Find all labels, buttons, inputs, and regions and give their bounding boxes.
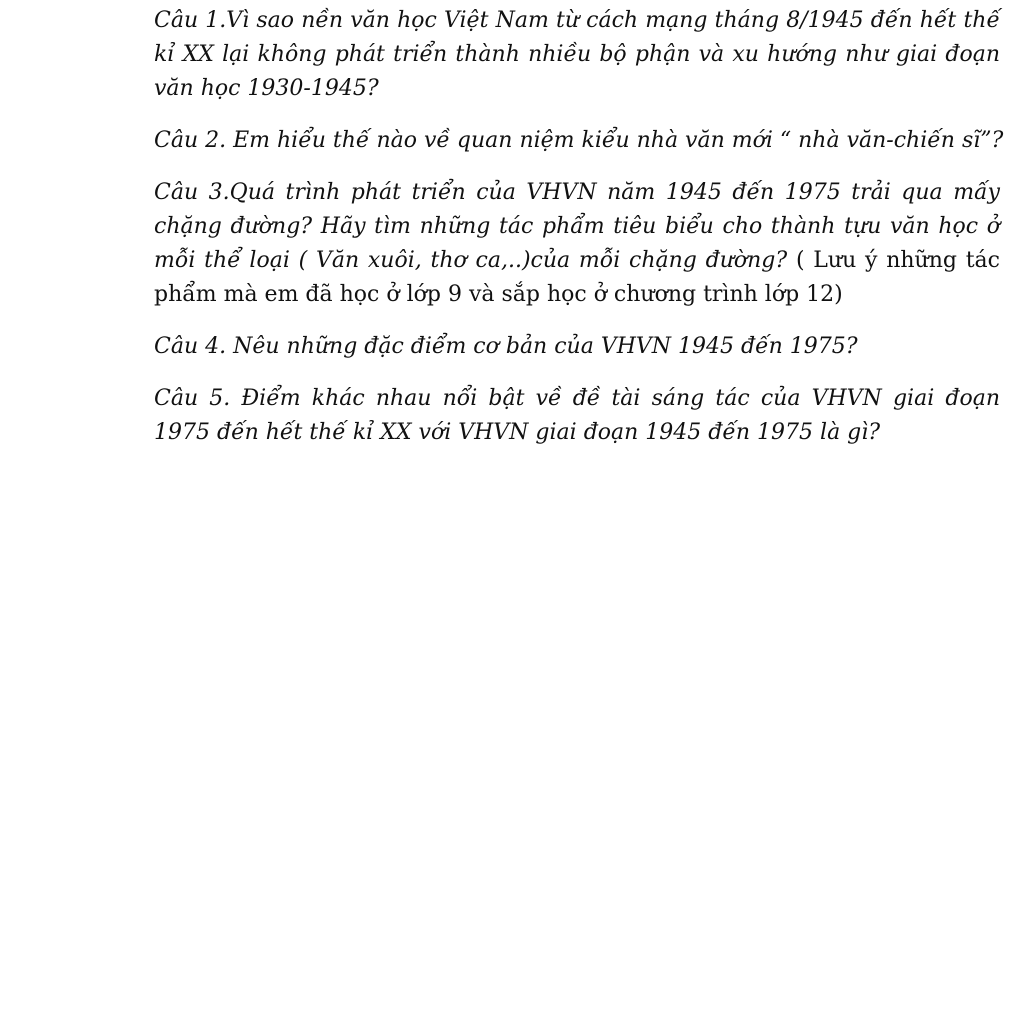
question-4-text: Câu 4. Nêu những đặc điểm cơ bản của VHVN 1945 đến 1975? xyxy=(154,334,858,359)
question-3-note: ( Lưu ý những tác phẩm mà em đã học ở lớp 9 và sắp học ở chương trình lớp 12) xyxy=(154,248,1000,307)
question-3-text: Câu 3.Quá trình phát triển của VHVN năm 1945 đến 1975 trải qua mấy chặng đường? Hãy tìm những tác phẩm tiêu biểu cho thành tựu văn học ở mỗi thể loại ( Văn xuôi, thơ ca,..)của mỗi chặng đường? xyxy=(154,180,1000,273)
question-5-text: Câu 5. Điểm khác nhau nổi bật về đề tài sáng tác của VHVN giai đoạn 1975 đến hết thế kỉ XX với VHVN giai đoạn 1945 đến 1975 là gì? xyxy=(154,386,1000,445)
question-4 xyxy=(154,330,1000,364)
document-page xyxy=(154,4,1004,468)
question-1-text: Câu 1.Vì sao nền văn học Việt Nam từ cách mạng tháng 8/1945 đến hết thế kỉ XX lại không phát triển thành nhiều bộ phận và xu hướng như giai đoạn văn học 1930-1945? xyxy=(154,8,1000,101)
question-2-text: Câu 2. Em hiểu thế nào về quan niệm kiểu nhà văn mới “ nhà văn-chiến sĩ”? xyxy=(154,128,1004,153)
question-2 xyxy=(154,124,1004,158)
question-1 xyxy=(154,4,1000,106)
question-5 xyxy=(154,382,1000,450)
question-3 xyxy=(154,176,1000,312)
